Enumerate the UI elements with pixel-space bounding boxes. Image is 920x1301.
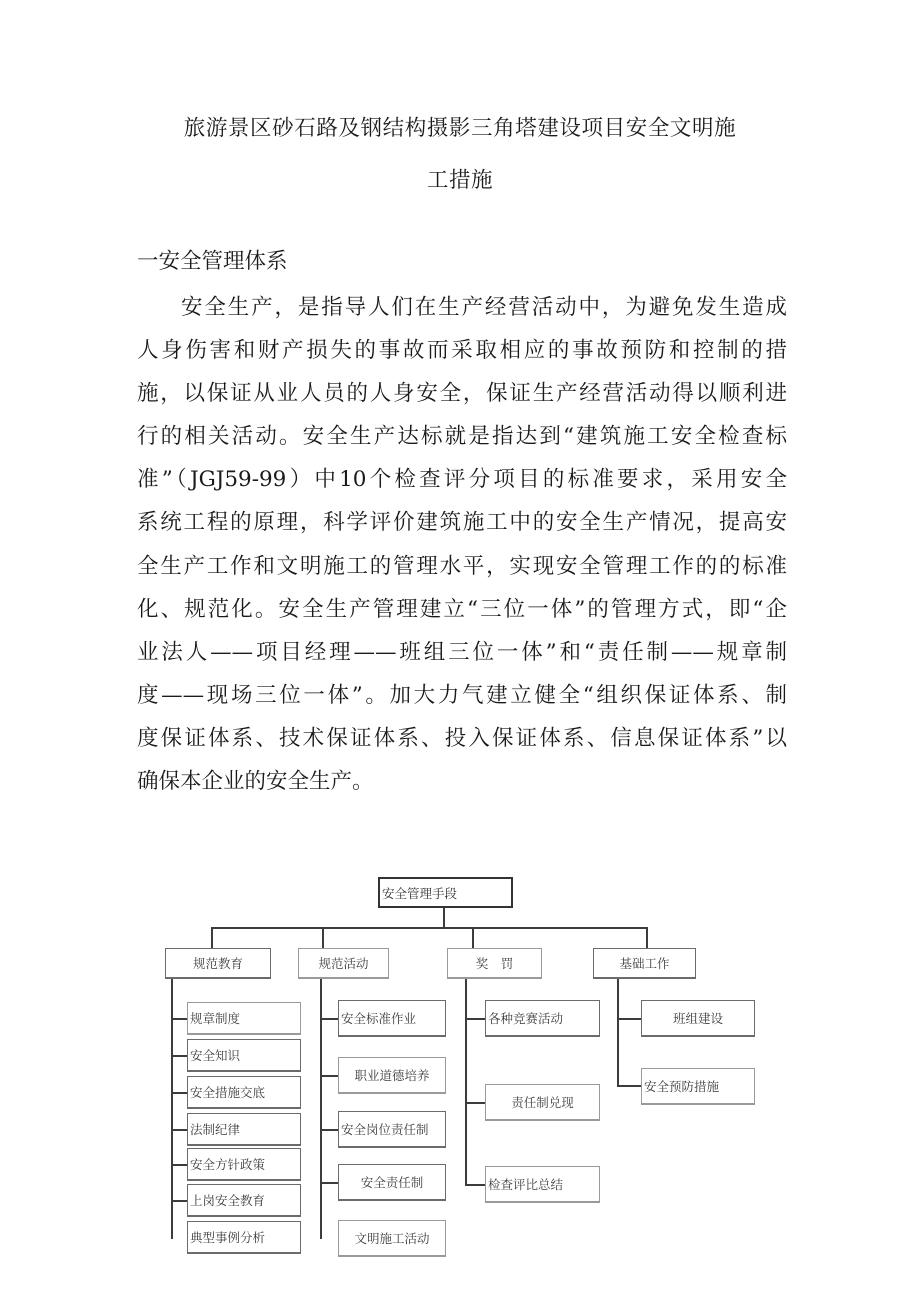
leaf-node: 安全知识 xyxy=(187,1039,301,1072)
leaf-node: 规章制度 xyxy=(187,1002,301,1035)
branch-node-standard-activities: 规范活动 xyxy=(298,948,389,979)
connector-line xyxy=(171,1055,188,1057)
section-heading: 一安全管理体系 xyxy=(137,249,288,274)
connector-line xyxy=(320,1182,339,1184)
connector-line xyxy=(617,1085,642,1087)
leaf-node: 典型事例分析 xyxy=(187,1221,301,1254)
connector-line xyxy=(211,927,213,948)
leaf-node: 安全标准作业 xyxy=(338,1000,446,1037)
leaf-node: 法制纪律 xyxy=(187,1113,301,1146)
document-title-line-1: 旅游景区砂石路及钢结构摄影三角塔建设项目安全文明施 xyxy=(183,116,737,141)
connector-line xyxy=(171,1018,188,1020)
leaf-node: 安全措施交底 xyxy=(187,1076,301,1109)
leaf-node: 检查评比总结 xyxy=(485,1166,600,1203)
connector-line xyxy=(171,1129,188,1131)
connector-line xyxy=(465,1102,486,1104)
paragraph-line: 施，以保证从业人员的人身安全，保证生产经营活动得以顺利进 xyxy=(137,381,787,407)
leaf-node: 安全方针政策 xyxy=(187,1148,301,1181)
connector-line xyxy=(646,927,648,948)
paragraph-line: 系统工程的原理，科学评价建筑施工中的安全生产情况，提高安 xyxy=(137,510,787,536)
branch-node-rewards-penalties: 奖 罚 xyxy=(447,948,542,979)
connector-line xyxy=(465,1018,486,1020)
paragraph-line: 度——现场三位一体”。加大力气建立健全“组织保证体系、制 xyxy=(137,682,787,708)
leaf-node: 安全预防措施 xyxy=(641,1068,755,1105)
paragraph-line: 人身伤害和财产损失的事故而采取相应的事故预防和控制的措 xyxy=(137,338,787,364)
connector-line xyxy=(443,908,445,929)
paragraph-line: 化、规范化。安全生产管理建立“三位一体”的管理方式，即“企 xyxy=(137,596,787,622)
leaf-node: 职业道德培养 xyxy=(338,1057,446,1094)
leaf-node: 文明施工活动 xyxy=(338,1220,446,1257)
leaf-node: 安全岗位责任制 xyxy=(338,1111,446,1148)
branch-node-basic-work: 基础工作 xyxy=(593,948,696,979)
connector-line xyxy=(211,927,648,929)
paragraph-line: 行的相关活动。安全生产达标就是指达到“建筑施工安全检查标 xyxy=(137,424,787,450)
leaf-node: 各种竞赛活动 xyxy=(485,1000,600,1037)
body-paragraph xyxy=(137,290,787,807)
branch-node-standard-education: 规范教育 xyxy=(165,948,271,979)
connector-line xyxy=(171,1164,188,1166)
connector-line xyxy=(320,1018,339,1020)
connector-line xyxy=(320,1075,339,1077)
paragraph-line: 安全生产，是指导人们在生产经营活动中，为避免发生造成 xyxy=(181,295,787,320)
connector-line xyxy=(320,979,322,1239)
connector-line xyxy=(465,1184,486,1186)
paragraph-line: 度保证体系、技术保证体系、投入保证体系、信息保证体系”以 xyxy=(137,725,787,751)
paragraph-line: 业法人——项目经理——班组三位一体”和“责任制——规章制 xyxy=(137,639,787,665)
paragraph-line: 准”（JGJ59-99）中10个检查评分项目的标准要求，采用安全 xyxy=(137,467,787,493)
connector-line xyxy=(617,1018,642,1020)
connector-line xyxy=(320,1129,339,1131)
connector-line xyxy=(171,1200,188,1202)
paragraph-line: 确保本企业的安全生产。 xyxy=(137,769,374,795)
connector-line xyxy=(472,927,474,948)
connector-line xyxy=(171,979,173,1239)
paragraph-line: 全生产工作和文明施工的管理水平，实现安全管理工作的的标准 xyxy=(137,553,787,579)
connector-line xyxy=(322,927,324,948)
document-title-line-2: 工措施 xyxy=(426,168,494,193)
leaf-node: 责任制兑现 xyxy=(485,1084,600,1121)
connector-line xyxy=(465,979,467,1186)
connector-line xyxy=(171,1092,188,1094)
diagram-root-node: 安全管理手段 xyxy=(378,877,513,908)
leaf-node: 上岗安全教育 xyxy=(187,1184,301,1217)
leaf-node: 安全责任制 xyxy=(338,1164,446,1201)
connector-line xyxy=(617,979,619,1087)
leaf-node: 班组建设 xyxy=(641,1000,755,1037)
